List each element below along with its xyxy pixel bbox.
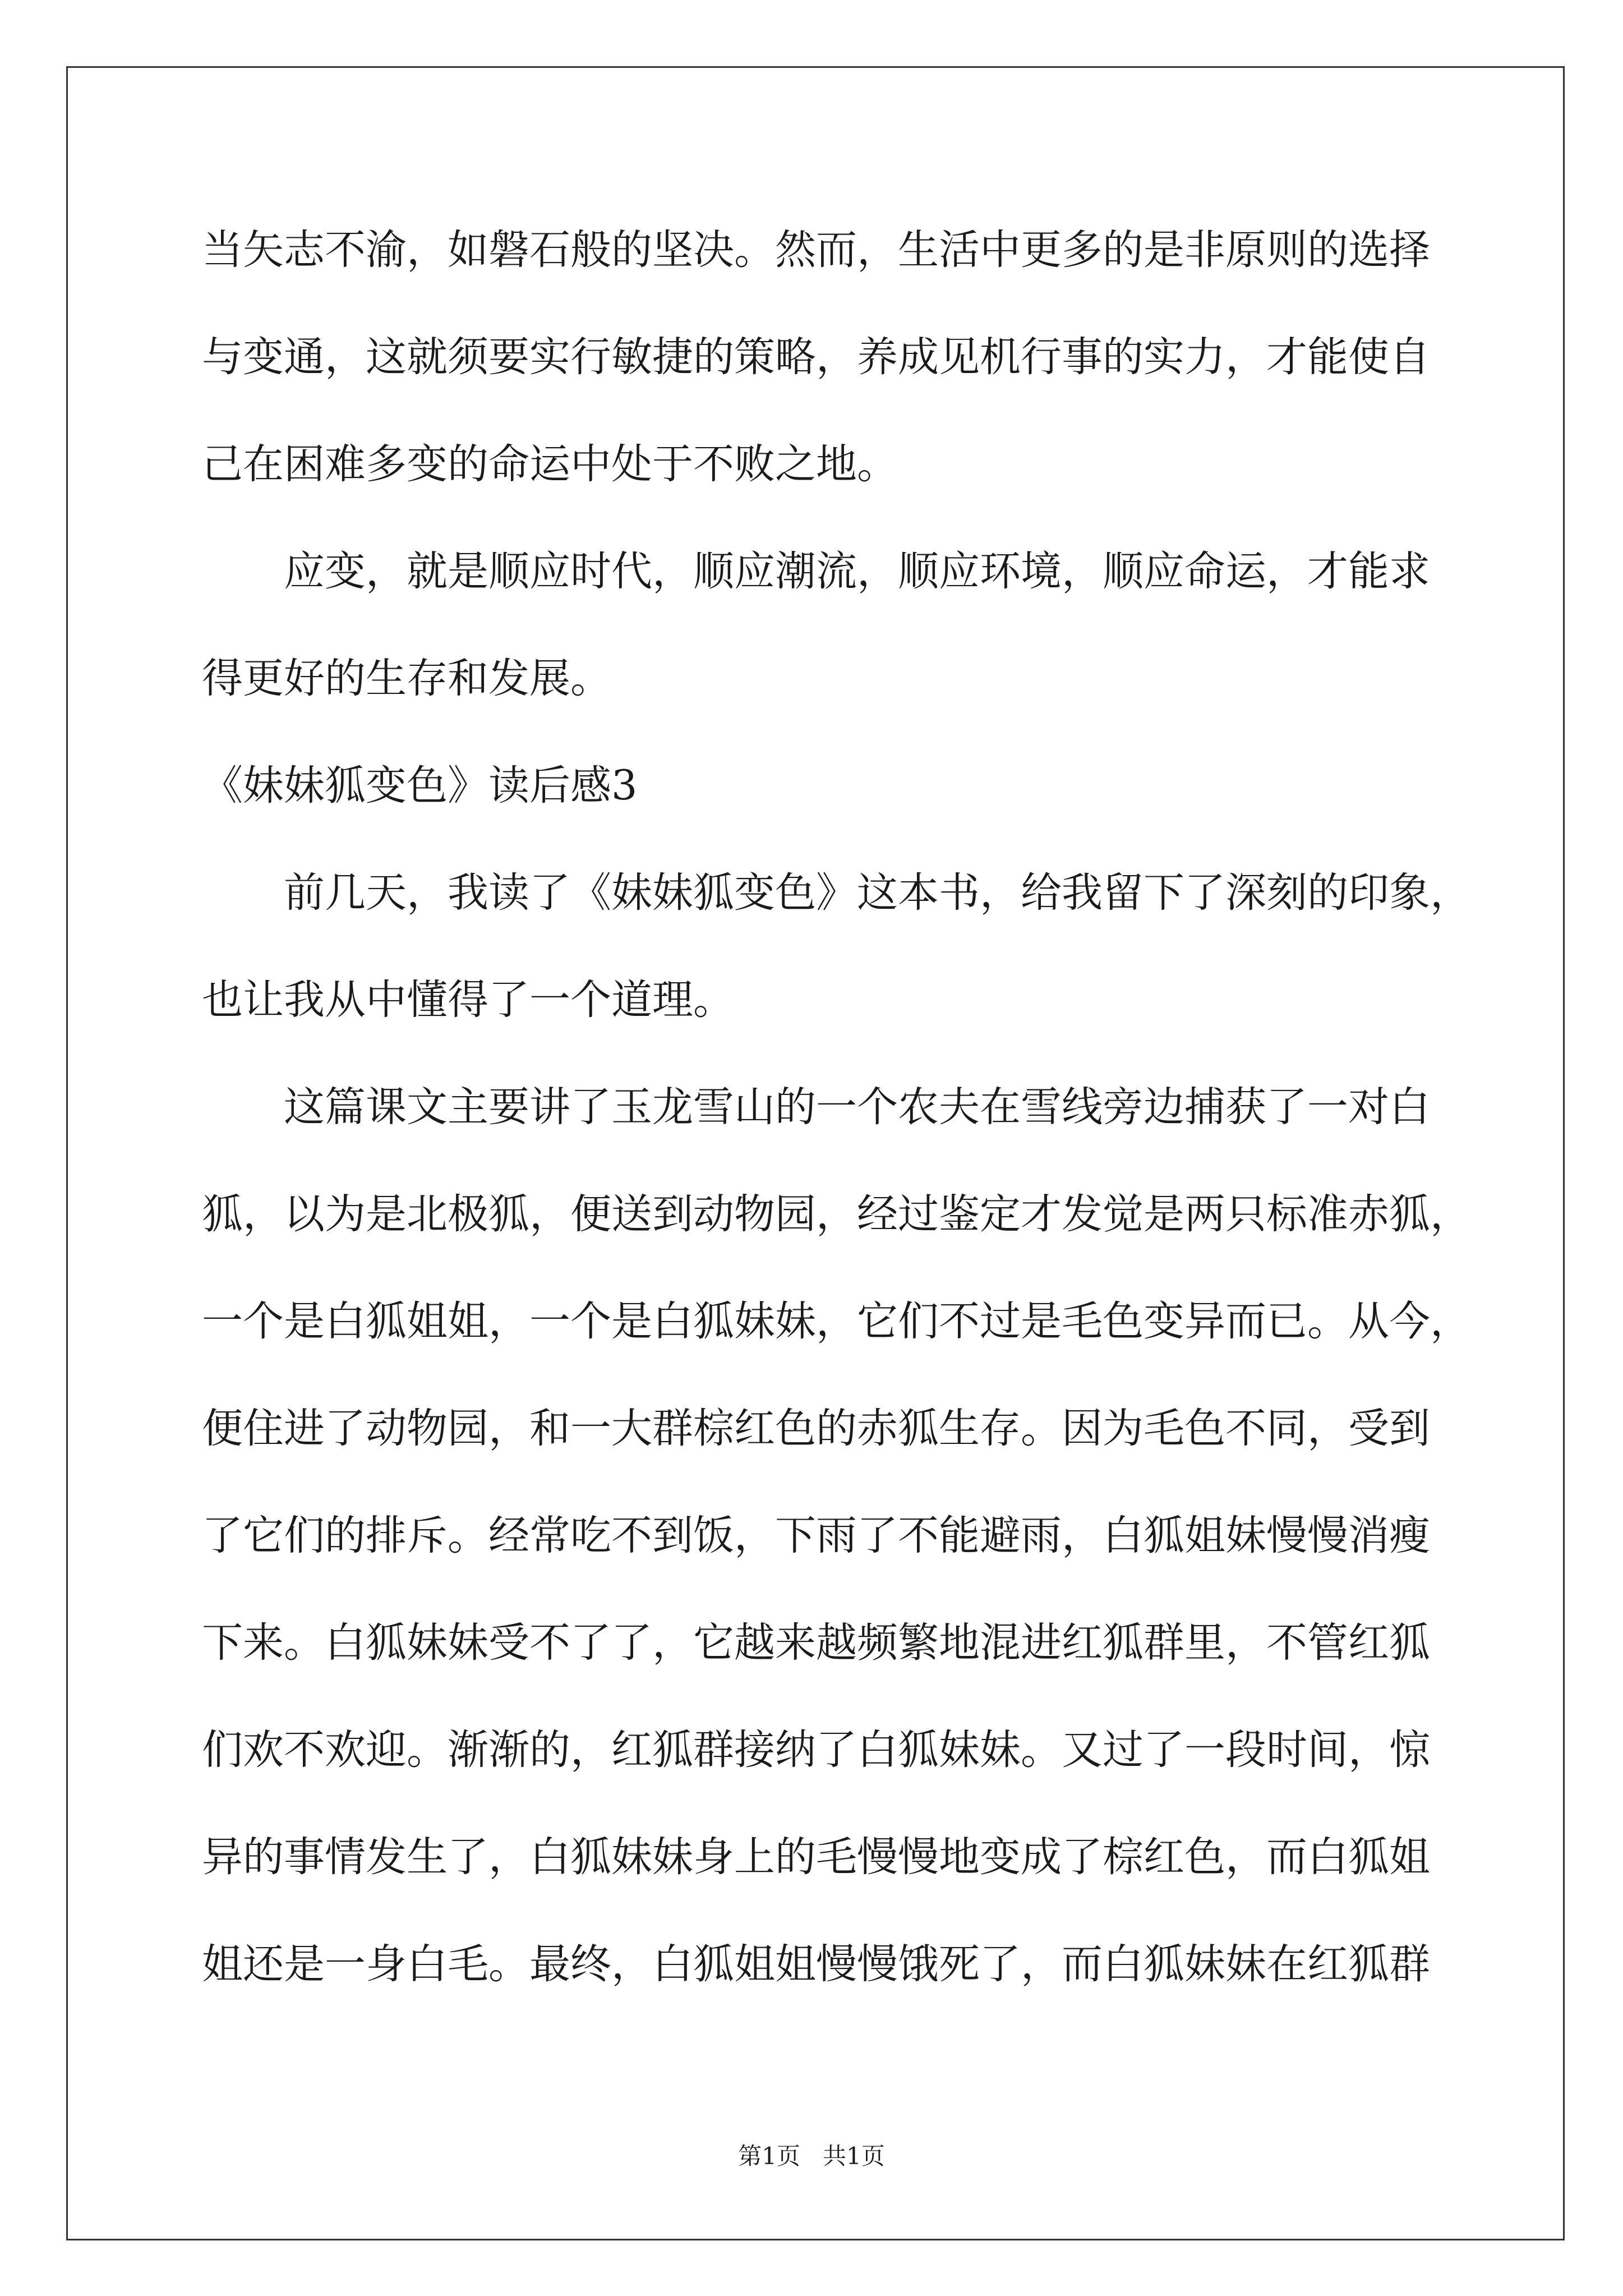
text-line: 当矢志不渝，如磐石般的坚决。然而，生活中更多的是非原则的选择 <box>202 226 1430 274</box>
text-line: 们欢不欢迎。渐渐的，红狐群接纳了白狐妹妹。又过了一段时间，惊 <box>202 1726 1430 1774</box>
page-footer <box>0 2142 1623 2171</box>
text-line: 便住进了动物园，和一大群棕红色的赤狐生存。因为毛色不同，受到 <box>202 1405 1430 1452</box>
page-total: 共1页 <box>823 2142 885 2170</box>
text-line: 己在困难多变的命运中处于不败之地。 <box>202 440 898 488</box>
text-line: 姐还是一身白毛。最终，白狐姐姐慢慢饿死了，而白狐妹妹在红狐群 <box>202 1940 1430 1988</box>
paragraph-adapt <box>202 518 1548 732</box>
text-line: 与变通，这就须要实行敏捷的策略，养成见机行事的实力，才能使自 <box>202 333 1430 381</box>
text-line: 了它们的排斥。经常吃不到饭，下雨了不能避雨，白狐姐妹慢慢消瘦 <box>202 1512 1430 1559</box>
text-line: 得更好的生存和发展。 <box>202 655 611 702</box>
text-line: 异的事情发生了，白狐妹妹身上的毛慢慢地变成了棕红色，而白狐姐 <box>202 1833 1430 1881</box>
text-line: 也让我从中懂得了一个道理。 <box>202 976 734 1024</box>
paragraph-intro <box>202 839 1548 1053</box>
paragraph-story <box>202 1053 1548 2018</box>
section-heading: 《妹妹狐变色》读后感3 <box>202 762 638 809</box>
text-line: 下来。白狐妹妹受不了了，它越来越频繁地混进红狐群里，不管红狐 <box>202 1619 1430 1667</box>
text-line: 狐，以为是北极狐，便送到动物园，经过鉴定才发觉是两只标准赤狐， <box>202 1190 1471 1238</box>
document-body <box>202 196 1548 2018</box>
text-line: 这篇课文主要讲了玉龙雪山的一个农夫在雪线旁边捕获了一对白 <box>284 1083 1430 1131</box>
text-line: 前几天，我读了《妹妹狐变色》这本书，给我留下了深刻的印象， <box>284 869 1471 917</box>
text-line: 应变，就是顺应时代，顺应潮流，顺应环境，顺应命运，才能求 <box>284 547 1430 595</box>
text-line: 一个是白狐姐姐，一个是白狐妹妹，它们不过是毛色变异而已。从今， <box>202 1297 1471 1345</box>
paragraph-continued <box>202 196 1548 518</box>
page-number: 第1页 <box>738 2142 800 2170</box>
